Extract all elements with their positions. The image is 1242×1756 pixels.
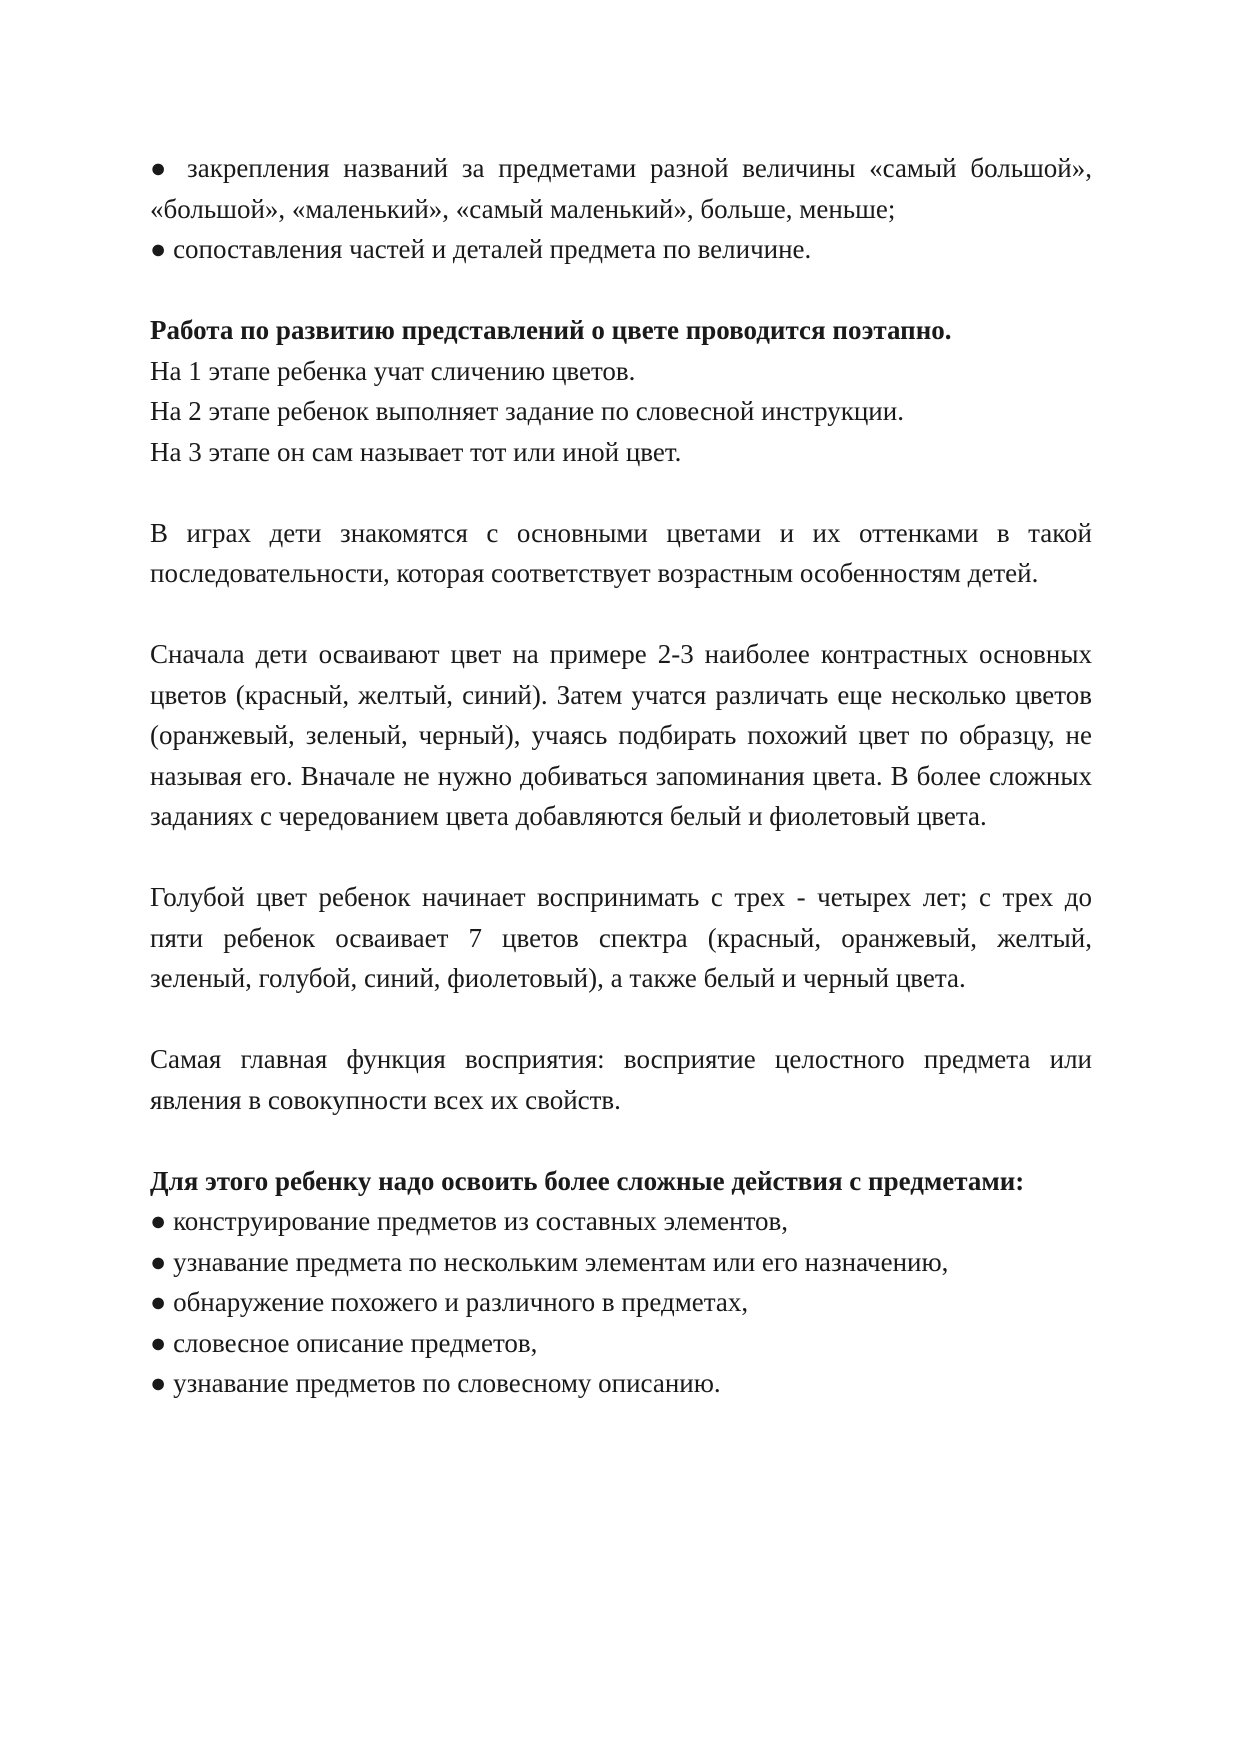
spacer (150, 472, 1092, 513)
stage-line-2: На 2 этапе ребенок выполняет задание по словесной инструкции. (150, 396, 904, 426)
paragraph-color-order: Сначала дети осваивают цвет на примере 2-3 наиболее контрастных основных цветов (красный, желтый, синий). Затем учатся различать еще несколько цветов (оранжевый, зеленый, черный), учаясь подбирать похожий цвет по образцу, не называя его. Вначале не нужно добиваться запоминания цвета. В более сложных заданиях с чередованием цвета добавляются белый и фиолетовый цвета. (150, 639, 1092, 831)
spacer (150, 270, 1092, 311)
document-page (150, 148, 1092, 1404)
bullet-similar-different: ● обнаружение похожего и различного в предметах, (150, 1282, 1092, 1323)
bullet-size-names: ● закрепления названий за предметами разной величины «самый большой», «большой», «маленький», «самый маленький», больше, меньше; (150, 148, 1092, 229)
bullet-size-parts: ● сопоставления частей и деталей предмета по величине. (150, 229, 1092, 270)
bullet-verbal-description: ● словесное описание предметов, (150, 1323, 1092, 1364)
paragraph-perception: Самая главная функция восприятия: восприятие целостного предмета или явления в совокупности всех их свойств. (150, 1044, 1092, 1115)
bullet-constructing: ● конструирование предметов из составных элементов, (150, 1201, 1092, 1242)
spacer (150, 1120, 1092, 1161)
actions-heading: Для этого ребенку надо освоить более сложные действия с предметами: (150, 1165, 1025, 1196)
paragraph-blue-color: Голубой цвет ребенок начинает воспринимать с трех - четырех лет; с трех до пяти ребенок осваивает 7 цветов спектра (красный, оранжевый, желтый, зеленый, голубой, синий, фиолетовый), а также белый и черный цвета. (150, 882, 1092, 993)
spacer (150, 837, 1092, 878)
stage-line-3: На 3 этапе он сам называет тот или иной цвет. (150, 436, 682, 467)
bullet-recognizing-elements: ● узнавание предмета по нескольким элементам или его назначению, (150, 1242, 1092, 1283)
paragraph-games: В играх дети знакомятся с основными цветами и их оттенками в такой последовательности, которая соответствует возрастным особенностям детей. (150, 517, 1092, 588)
spacer (150, 594, 1092, 635)
stage-line-1: На 1 этапе ребенка учат сличению цветов. (150, 355, 636, 386)
spacer (150, 999, 1092, 1040)
bullet-recognizing-description: ● узнавание предметов по словесному описанию. (150, 1363, 1092, 1404)
color-stages-heading: Работа по развитию представлений о цвете проводится поэтапно. (150, 315, 952, 345)
